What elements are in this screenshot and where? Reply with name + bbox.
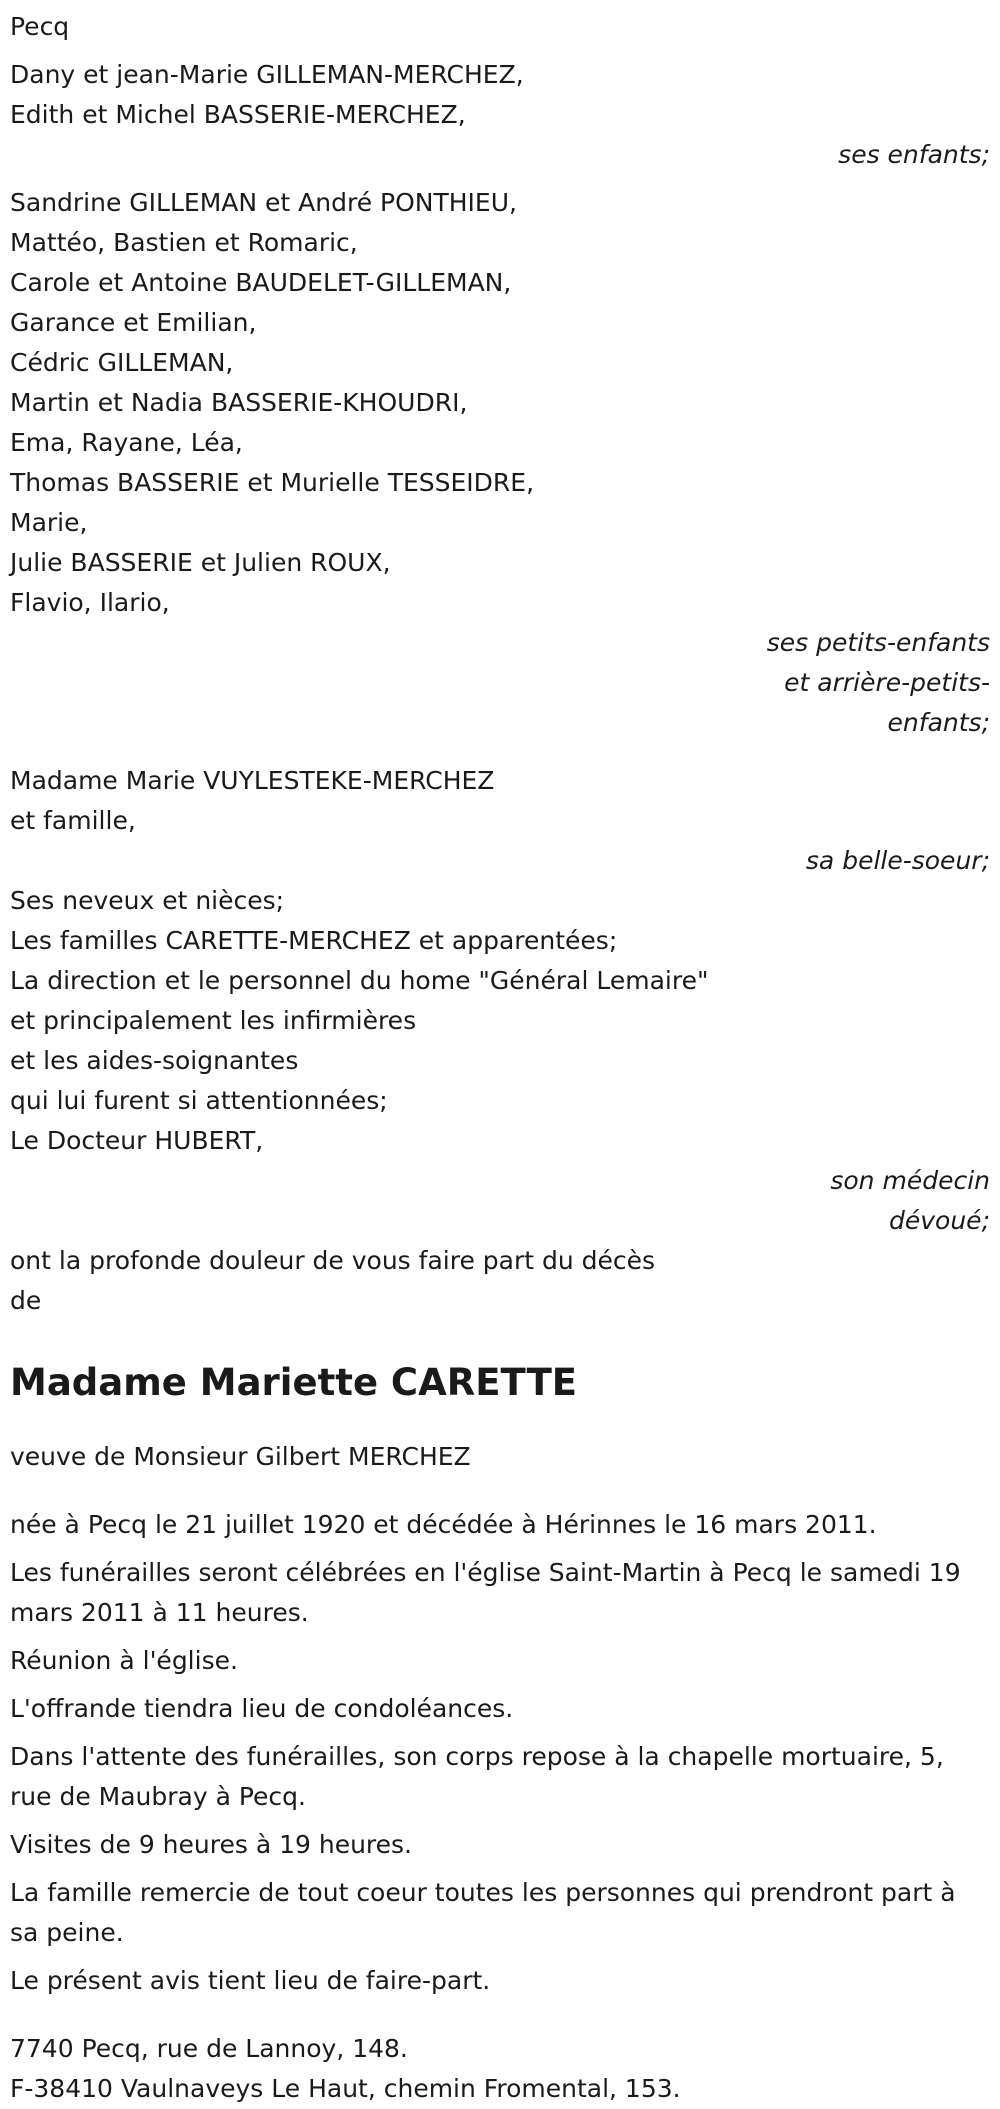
grandchild-line: Martin et Nadia BASSERIE-KHOUDRI, <box>10 388 468 417</box>
children-label: ses enfants; <box>838 140 990 169</box>
child-line: Edith et Michel BASSERIE-MERCHEZ, <box>10 100 466 129</box>
others-line: et les aides-soignantes <box>10 1046 299 1075</box>
detail-paragraph: Réunion à l'église. <box>10 1646 238 1675</box>
grandchildren-label: et arrière-petits- <box>784 668 990 697</box>
addresses-block <box>10 2029 990 2109</box>
detail-paragraph: Les funérailles seront célébrées en l'église Saint-Martin à Pecq le samedi 19 mars 2011 à 11 heures. <box>10 1558 961 1627</box>
grandchild-line: Sandrine GILLEMAN et André PONTHIEU, <box>10 188 517 217</box>
grandchildren-label: enfants; <box>887 708 990 737</box>
death-notice <box>10 7 990 2109</box>
child-line: Dany et jean-Marie GILLEMAN-MERCHEZ, <box>10 60 524 89</box>
grandchild-line: Flavio, Ilario, <box>10 588 170 617</box>
grandchild-line: Ema, Rayane, Léa, <box>10 428 243 457</box>
others-line: et principalement les infirmières <box>10 1006 417 1035</box>
address-line: F-38410 Vaulnaveys Le Haut, chemin Fromental, 153. <box>10 2074 681 2103</box>
grandchildren-block <box>10 183 990 743</box>
others-line: Le Docteur HUBERT, <box>10 1126 264 1155</box>
others-line: Ses neveux et nièces; <box>10 886 285 915</box>
sister-in-law-line: Madame Marie VUYLESTEKE-MERCHEZ <box>10 766 495 795</box>
grandchildren-label: ses petits-enfants <box>766 628 990 657</box>
detail-paragraph: Visites de 9 heures à 19 heures. <box>10 1830 413 1859</box>
detail-paragraph: née à Pecq le 21 juillet 1920 et décédée à Hérinnes le 16 mars 2011. <box>10 1510 877 1539</box>
grandchild-line: Cédric GILLEMAN, <box>10 348 234 377</box>
detail-paragraph: La famille remercie de tout coeur toutes les personnes qui prendront part à sa peine. <box>10 1878 956 1947</box>
announcement-line: ont la profonde douleur de vous faire part du décès <box>10 1246 656 1275</box>
grandchild-line: Carole et Antoine BAUDELET-GILLEMAN, <box>10 268 512 297</box>
detail-paragraph: L'offrande tiendra lieu de condoléances. <box>10 1694 514 1723</box>
grandchild-line: Mattéo, Bastien et Romaric, <box>10 228 358 257</box>
detail-paragraph: Le présent avis tient lieu de faire-part. <box>10 1966 491 1995</box>
sister-in-law-label: sa belle-soeur; <box>805 846 990 875</box>
deceased-name: Madame Mariette CARETTE <box>10 1361 578 1404</box>
others-line: Les familles CARETTE-MERCHEZ et apparentées; <box>10 926 618 955</box>
sister-in-law-block <box>10 761 990 881</box>
others-block <box>10 881 990 1241</box>
details-block <box>10 1505 990 2001</box>
sister-in-law-line: et famille, <box>10 806 136 835</box>
grandchild-line: Marie, <box>10 508 88 537</box>
doctor-label: dévoué; <box>889 1206 990 1235</box>
widow-of: veuve de Monsieur Gilbert MERCHEZ <box>10 1442 471 1471</box>
others-line: qui lui furent si attentionnées; <box>10 1086 388 1115</box>
address-line: 7740 Pecq, rue de Lannoy, 148. <box>10 2034 408 2063</box>
detail-paragraph: Dans l'attente des funérailles, son corps repose à la chapelle mortuaire, 5, rue de Maubray à Pecq. <box>10 1742 944 1811</box>
doctor-label: son médecin <box>830 1166 990 1195</box>
town: Pecq <box>10 12 70 41</box>
grandchild-line: Julie BASSERIE et Julien ROUX, <box>10 548 391 577</box>
others-line: La direction et le personnel du home "Général Lemaire" <box>10 966 709 995</box>
grandchild-line: Garance et Emilian, <box>10 308 257 337</box>
grandchild-line: Thomas BASSERIE et Murielle TESSEIDRE, <box>10 468 535 497</box>
announcement-block <box>10 1241 990 1321</box>
announcement-line: de <box>10 1286 42 1315</box>
children-block <box>10 55 990 175</box>
